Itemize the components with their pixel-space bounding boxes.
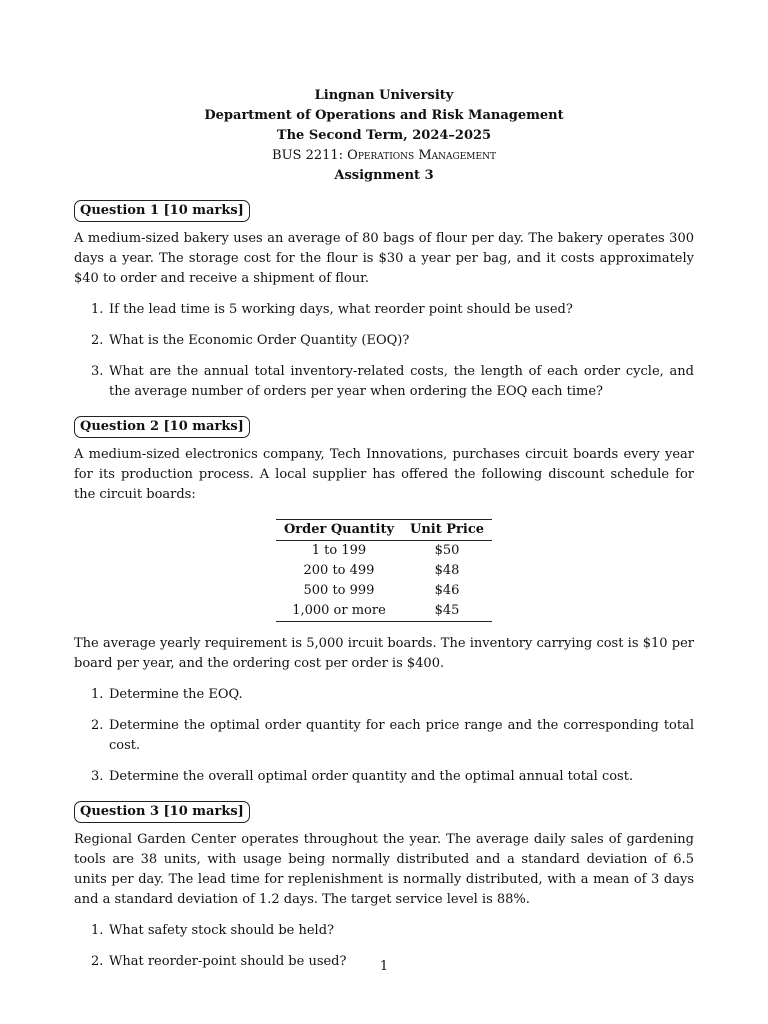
list-item: 3. Determine the overall optimal order quantity and the optimal annual total cost. bbox=[91, 769, 634, 784]
question-2-text: A medium-sized electronics company, Tech Innovations, purchases circuit boards every year for its production process. A local supplier has offered the following discount schedule for the circuit boards: bbox=[74, 447, 694, 502]
list-item-text: What is the Economic Order Quantity (EOQ)? bbox=[109, 333, 410, 348]
list-item-text: Determine the overall optimal order quantity and the optimal annual total cost. bbox=[109, 769, 634, 784]
table-cell: $50 bbox=[434, 543, 460, 558]
question-3-title: Question 3 [10 marks] bbox=[74, 801, 250, 823]
list-item-text: Determine the EOQ. bbox=[109, 687, 243, 702]
column-header: Order Quantity bbox=[276, 520, 402, 541]
list-item-text: What reorder-point should be used? bbox=[109, 954, 347, 969]
list-item: 2. Determine the optimal order quantity for each price range and the corresponding total cost. bbox=[91, 718, 694, 753]
department-name: Department of Operations and Risk Management bbox=[204, 108, 564, 123]
assignment-title: Assignment 3 bbox=[334, 168, 434, 183]
table-row bbox=[276, 541, 492, 562]
question-2-header bbox=[74, 416, 694, 438]
list-item: 1. What safety stock should be held? bbox=[91, 923, 334, 938]
table-header-row bbox=[276, 520, 492, 541]
table-cell: $48 bbox=[434, 563, 460, 578]
question-2-requirements-text: The average yearly requirement is 5,000 ircuit boards. The inventory carrying cost is $10 per board per year, and the ordering cost per order is $400. bbox=[74, 636, 694, 671]
table-cell: 1,000 or more bbox=[292, 603, 386, 618]
table-cell: 200 to 499 bbox=[303, 563, 375, 578]
table-row bbox=[276, 601, 492, 622]
list-item-text: What safety stock should be held? bbox=[109, 923, 334, 938]
table-cell: $46 bbox=[434, 583, 460, 598]
column-header: Unit Price bbox=[402, 520, 492, 541]
question-1-header bbox=[74, 200, 694, 222]
table-cell: $45 bbox=[434, 603, 460, 618]
list-item-text: Determine the optimal order quantity for each price range and the corresponding total cost. bbox=[109, 718, 694, 753]
document-page bbox=[74, 86, 694, 972]
page-number: 1 bbox=[379, 959, 389, 974]
list-item: 2. What is the Economic Order Quantity (EOQ)? bbox=[91, 333, 410, 348]
table-cell: 500 to 999 bbox=[303, 583, 375, 598]
list-item-text: What are the annual total inventory-related costs, the length of each order cycle, and the average number of orders per year when ordering the EOQ each time? bbox=[109, 364, 694, 399]
table-row bbox=[276, 581, 492, 601]
question-1-list bbox=[74, 300, 694, 402]
list-item-text: If the lead time is 5 working days, what reorder point should be used? bbox=[109, 302, 573, 317]
question-2-title: Question 2 [10 marks] bbox=[74, 416, 250, 438]
question-3-header bbox=[74, 801, 694, 823]
table-row bbox=[276, 561, 492, 581]
list-item: 1. Determine the EOQ. bbox=[91, 687, 243, 702]
list-item: 2. What reorder-point should be used? bbox=[91, 954, 347, 969]
question-1-title: Question 1 [10 marks] bbox=[74, 200, 250, 222]
document-header bbox=[74, 86, 694, 186]
course-title: BUS 2211: Operations Management bbox=[272, 148, 496, 163]
question-1-text: A medium-sized bakery uses an average of 80 bags of flour per day. The bakery operates 300 days a year. The storage cost for the flour is $30 a year per bag, and it costs approximately $40 to order and receive a shipment of flour. bbox=[74, 231, 694, 286]
list-item: 3. What are the annual total inventory-related costs, the length of each order cycle, and the average number of orders per year when ordering the EOQ each time? bbox=[91, 364, 694, 399]
term-label: The Second Term, 2024–2025 bbox=[276, 128, 492, 143]
discount-table bbox=[276, 519, 492, 622]
university-name: Lingnan University bbox=[314, 88, 454, 103]
list-item: 1. If the lead time is 5 working days, what reorder point should be used? bbox=[91, 302, 573, 317]
table-cell: 1 to 199 bbox=[311, 543, 367, 558]
question-2-list bbox=[74, 685, 694, 787]
question-3-text: Regional Garden Center operates throughout the year. The average daily sales of gardening tools are 38 units, with usage being normally distributed and a standard deviation of 6.5 units per day. The lead time for replenishment is normally distributed, with a mean of 3 days and a standard deviation of 1.2 days. The target service level is 88%. bbox=[74, 832, 694, 907]
